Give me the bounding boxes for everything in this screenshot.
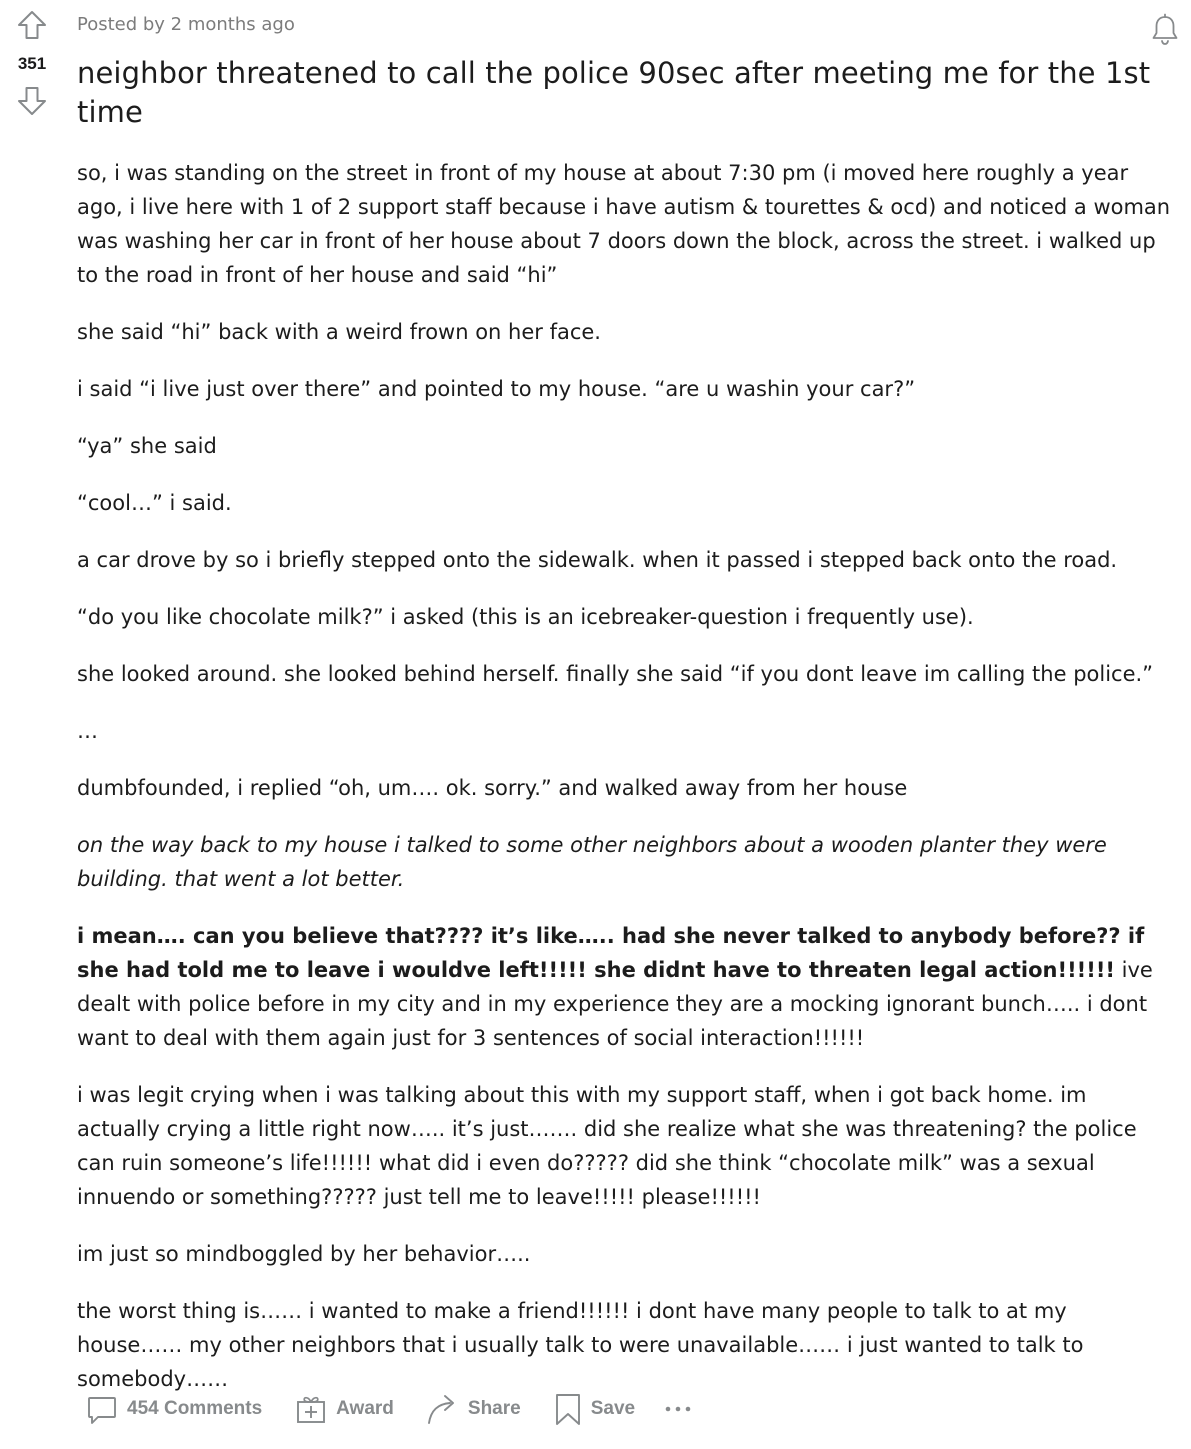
award-button[interactable] — [286, 1386, 402, 1432]
body-paragraph: i was legit crying when i was talking about this with my support staff, when i got back home. im actually crying a little right now….. it’s just……. did she realize what she was threatening? the police can ruin someone’s life!!!!!! what did i even do????? did she think “chocolate milk” was a sexual innuendo or something????? just tell me to leave!!!!! please!!!!!! — [77, 1083, 1137, 1209]
body-paragraph: so, i was standing on the street in front of my house at about 7:30 pm (i moved here roughly a year ago, i live here with 1 of 2 support staff because i have autism & tourettes & ocd) and noticed a woman was washing her car in front of her house about 7 doors down the block, across the street. i walked up to the road in front of her house and said “hi” — [77, 161, 1171, 287]
body-paragraph: … — [77, 719, 98, 743]
body-paragraph: dumbfounded, i replied “oh, um…. ok. sorry.” and walked away from her house — [77, 776, 908, 800]
share-label: Share — [467, 1398, 521, 1419]
save-label: Save — [590, 1398, 636, 1419]
body-paragraph: “do you like chocolate milk?” i asked (this is an icebreaker-question i frequently use). — [77, 605, 974, 629]
body-paragraph: a car drove by so i briefly stepped onto the sidewalk. when it passed i stepped back onto the road. — [77, 548, 1118, 572]
body-paragraph: “ya” she said — [77, 434, 217, 458]
post-body — [77, 156, 1173, 1396]
vote-count: 351 — [17, 54, 47, 73]
body-paragraph-italic: on the way back to my house i talked to some other neighbors about a wooden planter they were building. that went a lot better. — [77, 833, 1107, 891]
share-arrow-icon — [426, 1392, 460, 1426]
body-paragraph: she looked around. she looked behind herself. finally she said “if you dont leave im calling the police.” — [77, 662, 1154, 686]
comments-label: 454 Comments — [127, 1398, 263, 1419]
more-options-button[interactable] — [659, 1386, 697, 1432]
bookmark-icon — [553, 1392, 583, 1426]
body-paragraph-mixed — [77, 919, 1173, 1055]
body-paragraph: she said “hi” back with a weird frown on her face. — [77, 320, 601, 344]
body-paragraph: im just so mindboggled by her behavior….. — [77, 1242, 531, 1266]
gift-icon — [294, 1392, 328, 1426]
body-paragraph: “cool…” i said. — [77, 491, 232, 515]
more-dots-icon — [663, 1404, 693, 1414]
body-bold-text: i mean…. can you believe that???? it’s like….. had she never talked to anybody before?? if she had told me to leave i wouldve left!!!!! she didnt have to threaten legal action!!!!!! — [77, 924, 1145, 982]
award-label: Award — [336, 1398, 394, 1419]
comment-bubble-icon — [85, 1392, 119, 1426]
vote-column — [0, 8, 64, 118]
comments-button[interactable] — [77, 1386, 270, 1432]
share-button[interactable] — [418, 1386, 529, 1432]
post-content — [77, 0, 1173, 1419]
body-regular-text: ive dealt with police before in my city and in my experience they are a mocking ignorant bunch….. i dont want to deal with them again just for 3 sentences of social interaction!!!!!! — [77, 958, 1153, 1050]
post-actions-bar — [77, 1386, 697, 1432]
post-title[interactable]: neighbor threatened to call the police 90sec after meeting me for the 1st time — [77, 56, 1151, 129]
downvote-arrow-icon[interactable] — [15, 84, 49, 118]
body-paragraph: the worst thing is…… i wanted to make a friend!!!!!! i dont have many people to talk to at my house…… my other neighbors that i usually talk to were unavailable…… i just wanted to talk to somebody…… — [77, 1299, 1084, 1391]
upvote-arrow-icon[interactable] — [15, 8, 49, 42]
body-paragraph: i said “i live just over there” and pointed to my house. “are u washin your car?” — [77, 377, 916, 401]
post-meta[interactable]: Posted by 2 months ago — [77, 14, 295, 35]
save-button[interactable] — [545, 1386, 643, 1432]
